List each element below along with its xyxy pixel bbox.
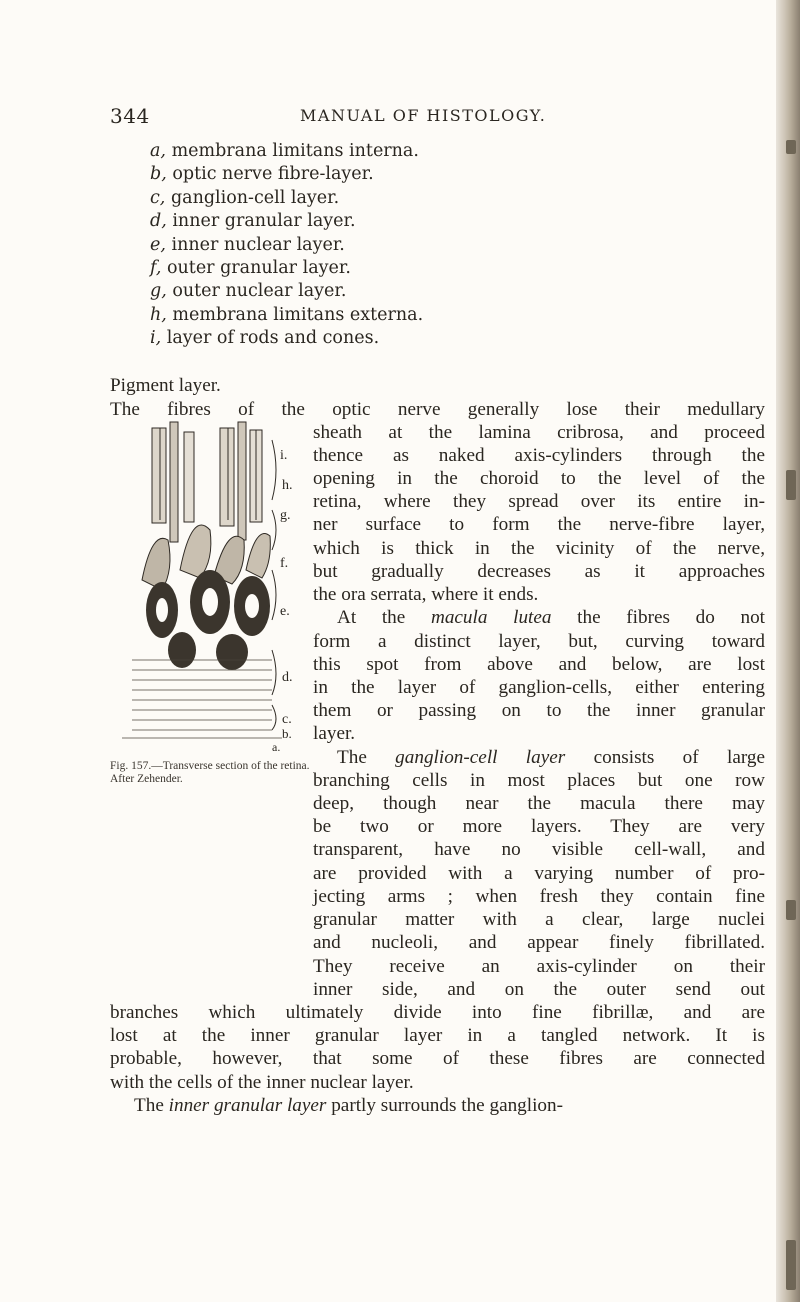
text-line: are provided with a varying number of pro- bbox=[313, 863, 765, 884]
page-edge bbox=[776, 0, 800, 1302]
layer-label: e. bbox=[280, 604, 290, 619]
legend-text: layer of rods and cones. bbox=[161, 328, 380, 349]
legend-text: outer nuclear layer. bbox=[166, 281, 347, 302]
text-line: lost at the inner granular layer in a tangled network. It is bbox=[110, 1025, 765, 1046]
figure-caption: Fig. 157.—Transverse section of the retina. After Zehender. bbox=[110, 760, 310, 785]
text-line: branching cells in most places but one row bbox=[313, 770, 765, 791]
text-line bbox=[337, 746, 765, 769]
legend-row bbox=[150, 304, 423, 327]
text-line: form a distinct layer, but, curving toward bbox=[313, 631, 765, 652]
text-line: inner side, and on the outer send out bbox=[313, 979, 765, 1000]
legend-row bbox=[150, 187, 423, 210]
layer-label: i. bbox=[280, 448, 288, 463]
text-line: transparent, have no visible cell-wall, and bbox=[313, 839, 765, 860]
legend-text: optic nerve fibre-layer. bbox=[166, 164, 374, 185]
legend-letter: f, bbox=[150, 258, 162, 279]
legend-letter: h, bbox=[150, 304, 167, 325]
legend-letter: d, bbox=[150, 211, 167, 232]
legend-text: outer granular layer. bbox=[161, 258, 351, 279]
legend-letter: g, bbox=[150, 281, 167, 302]
layer-label: c. bbox=[282, 712, 292, 727]
legend-row bbox=[150, 280, 423, 303]
retina-figure bbox=[122, 420, 310, 754]
text-line: granular matter with a clear, large nuclei bbox=[313, 909, 765, 930]
text-line: layer. bbox=[313, 723, 356, 744]
italic-term: ganglion-cell layer bbox=[395, 747, 566, 768]
text-line: but gradually decreases as it approaches bbox=[313, 561, 765, 582]
legend-letter: b, bbox=[150, 164, 167, 185]
edge-mark bbox=[786, 140, 796, 154]
text-line: this spot from above and below, are lost bbox=[313, 654, 765, 675]
legend-row bbox=[150, 163, 423, 186]
legend-row bbox=[150, 327, 423, 350]
legend-text: inner nuclear layer. bbox=[165, 234, 345, 255]
text-line: with the cells of the inner nuclear layer. bbox=[110, 1072, 414, 1093]
layer-label: d. bbox=[282, 670, 293, 685]
text-line: sheath at the lamina cribrosa, and proceed bbox=[313, 422, 765, 443]
edge-mark bbox=[786, 900, 796, 920]
legend-letter: i, bbox=[150, 328, 162, 349]
text-line: They receive an axis-cylinder on their bbox=[313, 956, 765, 977]
text-line bbox=[337, 606, 765, 629]
running-title: MANUAL OF HISTOLOGY. bbox=[300, 106, 547, 125]
italic-term: inner granular layer bbox=[168, 1095, 327, 1116]
text-line: and nucleoli, and appear finely fibrillated. bbox=[313, 932, 765, 953]
legend-row bbox=[150, 140, 423, 163]
layer-label: g. bbox=[280, 508, 291, 523]
text-line: in the layer of ganglion-cells, either entering bbox=[313, 677, 765, 698]
text-line: The fibres of the optic nerve generally lose their medullary bbox=[110, 399, 765, 420]
figure-legend bbox=[150, 140, 423, 351]
legend-pigment: Pigment layer. bbox=[110, 375, 221, 396]
legend-letter: e, bbox=[150, 234, 166, 255]
layer-label: a. bbox=[272, 740, 281, 754]
legend-letter: c, bbox=[150, 187, 166, 208]
legend-letter: a, bbox=[150, 141, 166, 161]
layer-label: h. bbox=[282, 478, 293, 493]
text-span: At the bbox=[337, 607, 431, 628]
text-span: The bbox=[337, 747, 396, 768]
text-line: them or passing on to the inner granular bbox=[313, 700, 765, 721]
text-line: retina, where they spread over its entire in- bbox=[313, 491, 765, 512]
text-span: The bbox=[134, 1095, 169, 1116]
italic-term: macula lutea bbox=[430, 607, 552, 628]
text-span: partly surrounds the ganglion- bbox=[326, 1095, 564, 1116]
legend-text: ganglion-cell layer. bbox=[165, 187, 340, 208]
text-line bbox=[134, 1094, 765, 1117]
layer-label: f. bbox=[280, 556, 289, 571]
text-line: which is thick in the vicinity of the nerve, bbox=[313, 538, 765, 559]
text-span: the fibres do not bbox=[551, 607, 765, 628]
legend-text: membrana limitans interna. bbox=[166, 141, 419, 161]
legend-text: inner granular layer. bbox=[166, 211, 356, 232]
text-line: be two or more layers. They are very bbox=[313, 816, 765, 837]
edge-mark bbox=[786, 470, 796, 500]
text-line: ner surface to form the nerve-fibre layer, bbox=[313, 514, 765, 535]
retina-illustration bbox=[122, 420, 310, 750]
text-line: deep, though near the macula there may bbox=[313, 793, 765, 814]
legend-text: membrana limitans externa. bbox=[166, 304, 424, 325]
text-line: the ora serrata, where it ends. bbox=[313, 584, 539, 605]
page-number: 344 bbox=[110, 104, 150, 128]
legend-row bbox=[150, 210, 423, 233]
layer-label: b. bbox=[282, 726, 292, 741]
text-line: thence as naked axis-cylinders through the bbox=[313, 445, 765, 466]
text-line: branches which ultimately divide into fine fibrillæ, and are bbox=[110, 1002, 765, 1023]
legend-row bbox=[150, 257, 423, 280]
text-span: consists of large bbox=[565, 747, 765, 768]
text-line: probable, however, that some of these fibres are connected bbox=[110, 1048, 765, 1069]
legend-row bbox=[150, 234, 423, 257]
text-line: jecting arms ; when fresh they contain fine bbox=[313, 886, 765, 907]
edge-mark bbox=[786, 1240, 796, 1290]
text-line: opening in the choroid to the level of the bbox=[313, 468, 765, 489]
